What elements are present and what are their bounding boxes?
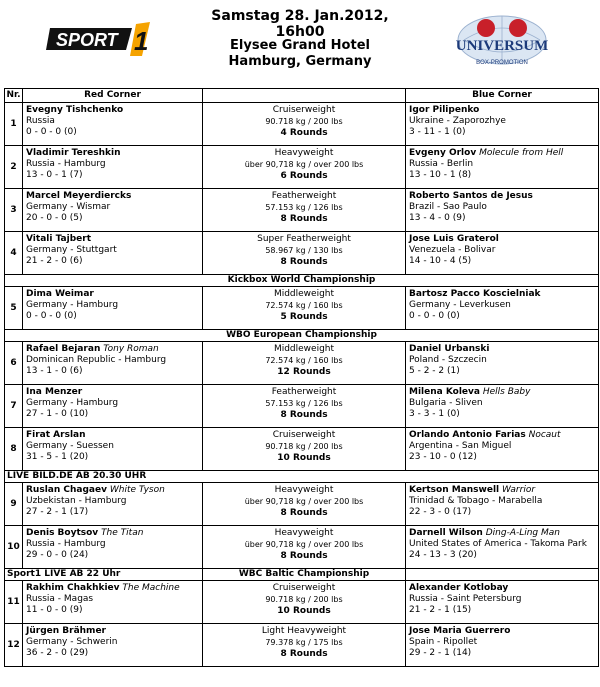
blue-fighter-record: 3 - 11 - 1 (0) [409, 127, 466, 137]
blue-fighter-name: Igor Pilipenko [409, 105, 480, 115]
weight-class-cell [203, 624, 406, 667]
bout-number: 1 [5, 103, 23, 146]
blue-corner-cell [406, 103, 599, 146]
red-fighter-record: 0 - 0 - 0 (0) [26, 311, 77, 321]
section-title: WBC Baltic Championship [203, 569, 406, 581]
blue-corner-cell [406, 146, 599, 189]
red-fighter-nickname: The Machine [122, 583, 180, 593]
red-corner-cell [23, 232, 203, 275]
section-row [5, 330, 599, 342]
col-nr: Nr. [5, 89, 23, 103]
section-row [5, 471, 599, 483]
red-fighter-record: 13 - 1 - 0 (6) [26, 366, 83, 376]
red-fighter-name: Ruslan Chagaev [26, 485, 107, 495]
weight-class: Heavyweight [274, 148, 334, 158]
sport1-logo [46, 22, 158, 58]
table-row [5, 526, 599, 569]
blue-fighter-name: Darnell Wilson [409, 528, 483, 538]
blue-fighter-name: Kertson Manswell [409, 485, 500, 495]
col-blue-corner: Blue Corner [406, 89, 599, 103]
weight-limit: 72.574 kg / 160 lbs [265, 301, 343, 310]
rounds: 5 Rounds [280, 312, 328, 322]
red-fighter-nickname: White Tyson [109, 485, 165, 495]
blue-fighter-name: Jose Luis Graterol [409, 234, 499, 244]
bout-number: 2 [5, 146, 23, 189]
red-fighter-name: Vitali Tajbert [26, 234, 91, 244]
blue-fighter-origin: Poland - Szczecin [409, 355, 487, 365]
section-title: Kickbox World Championship [5, 275, 599, 287]
blue-fighter-record: 22 - 3 - 0 (17) [409, 507, 472, 517]
weight-class: Middleweight [273, 344, 335, 354]
table-row [5, 342, 599, 385]
blue-fighter-record: 14 - 10 - 4 (5) [409, 256, 472, 266]
red-corner-cell [23, 483, 203, 526]
weight-class-cell [203, 385, 406, 428]
blue-fighter-nickname: Nocaut [528, 430, 561, 440]
weight-class: Cruiserweight [272, 583, 336, 593]
bout-number: 9 [5, 483, 23, 526]
blue-fighter-origin: Argentina - San Miguel [409, 441, 512, 451]
right-glove-icon [509, 19, 527, 37]
blue-fighter-record: 13 - 4 - 0 (9) [409, 213, 466, 223]
blue-fighter-record: 21 - 2 - 1 (15) [409, 605, 472, 615]
red-fighter-name: Marcel Meyerdiercks [26, 191, 132, 201]
red-corner-cell [23, 581, 203, 624]
rounds: 12 Rounds [277, 367, 331, 377]
weight-class-cell [203, 526, 406, 569]
blue-fighter-name: Bartosz Pacco Koscielniak [409, 289, 541, 299]
red-corner-cell [23, 385, 203, 428]
rounds: 10 Rounds [277, 453, 331, 463]
blue-fighter-nickname: Warrior [502, 485, 536, 495]
venue-city: Hamburg, Germany [228, 54, 372, 69]
bout-number: 12 [5, 624, 23, 667]
weight-class: Cruiserweight [272, 430, 336, 440]
weight-class: Middleweight [273, 289, 335, 299]
section-blank [406, 569, 599, 581]
red-fighter-origin: Germany - Hamburg [26, 398, 119, 408]
table-row [5, 581, 599, 624]
blue-fighter-origin: Spain - Ripollet [409, 637, 478, 647]
red-corner-cell [23, 146, 203, 189]
blue-fighter-name: Milena Koleva [409, 387, 480, 397]
blue-fighter-origin: Germany - Leverkusen [409, 300, 511, 310]
red-fighter-record: 29 - 0 - 0 (24) [26, 550, 89, 560]
table-header-row [5, 89, 599, 103]
bout-number: 3 [5, 189, 23, 232]
red-fighter-name: Dima Weimar [26, 289, 94, 299]
weight-class-cell [203, 232, 406, 275]
red-corner-cell [23, 342, 203, 385]
section-title: LIVE BILD.DE AB 20.30 UHR [5, 471, 599, 483]
blue-fighter-origin: United States of America - Takoma Park [409, 539, 587, 549]
weight-limit: 57.153 kg / 126 lbs [265, 399, 343, 408]
rounds: 6 Rounds [280, 171, 328, 181]
weight-limit: 90.718 kg / 200 lbs [265, 117, 343, 126]
weight-limit: 79.378 kg / 175 lbs [265, 638, 343, 647]
weight-class-cell [203, 581, 406, 624]
blue-corner-cell [406, 483, 599, 526]
red-fighter-origin: Germany - Hamburg [26, 300, 119, 310]
section-row [5, 569, 599, 581]
blue-fighter-name: Roberto Santos de Jesus [409, 191, 533, 201]
blue-fighter-name: Evgeny Orlov [409, 148, 477, 158]
weight-limit: 57.153 kg / 126 lbs [265, 203, 343, 212]
bout-number: 7 [5, 385, 23, 428]
weight-class-cell [203, 189, 406, 232]
weight-class-cell [203, 483, 406, 526]
universum-logo-text: UNIVERSUM [455, 38, 549, 54]
weight-class-cell [203, 428, 406, 471]
table-row [5, 103, 599, 146]
blue-corner-cell [406, 189, 599, 232]
bout-number: 11 [5, 581, 23, 624]
sport1-logo-text: SPORT [56, 30, 118, 50]
blue-fighter-record: 3 - 3 - 1 (0) [409, 409, 460, 419]
blue-fighter-origin: Bulgaria - Sliven [409, 398, 483, 408]
rounds: 8 Rounds [280, 508, 328, 518]
red-fighter-origin: Russia [26, 116, 55, 126]
blue-fighter-origin: Russia - Berlin [409, 159, 474, 169]
bout-number: 6 [5, 342, 23, 385]
table-row [5, 385, 599, 428]
rounds: 8 Rounds [280, 257, 328, 267]
red-fighter-record: 27 - 2 - 1 (17) [26, 507, 89, 517]
blue-fighter-name: Orlando Antonio Farias [409, 430, 526, 440]
blue-fighter-origin: Brazil - Sao Paulo [409, 202, 487, 212]
blue-fighter-origin: Russia - Saint Petersburg [409, 594, 522, 604]
blue-corner-cell [406, 581, 599, 624]
red-fighter-name: Denis Boytsov [26, 528, 99, 538]
blue-corner-cell [406, 526, 599, 569]
red-fighter-record: 13 - 0 - 1 (7) [26, 170, 83, 180]
blue-corner-cell [406, 342, 599, 385]
red-corner-cell [23, 189, 203, 232]
red-fighter-name: Rakhim Chakhkiev [26, 583, 120, 593]
rounds: 8 Rounds [280, 214, 328, 224]
red-corner-cell [23, 287, 203, 330]
table-row [5, 287, 599, 330]
red-fighter-nickname: Tony Roman [103, 344, 159, 354]
blue-fighter-record: 23 - 10 - 0 (12) [409, 452, 477, 462]
weight-limit: über 90,718 kg / over 200 lbs [244, 540, 364, 549]
red-corner-cell [23, 103, 203, 146]
blue-fighter-record: 5 - 2 - 2 (1) [409, 366, 460, 376]
weight-limit: über 90,718 kg / over 200 lbs [244, 497, 364, 506]
table-row [5, 428, 599, 471]
event-date: Samstag 28. Jan.2012, 16h00 [211, 8, 389, 40]
rounds: 4 Rounds [280, 128, 328, 138]
red-fighter-origin: Germany - Wismar [26, 202, 111, 212]
blue-fighter-origin: Venezuela - Bolivar [409, 245, 496, 255]
universum-logo-sub: BOX-PROMOTION [476, 60, 528, 66]
blue-fighter-name: Daniel Urbanski [409, 344, 490, 354]
bout-number: 10 [5, 526, 23, 569]
rounds: 8 Rounds [280, 410, 328, 420]
blue-fighter-record: 29 - 2 - 1 (14) [409, 648, 472, 658]
weight-class: Super Featherweight [257, 234, 351, 244]
sport1-logo-digit: 1 [134, 26, 149, 56]
red-corner-cell [23, 624, 203, 667]
red-fighter-record: 31 - 5 - 1 (20) [26, 452, 89, 462]
left-glove-icon [477, 19, 495, 37]
section-title: Sport1 LIVE AB 22 Uhr [5, 569, 203, 581]
red-fighter-origin: Germany - Stuttgart [26, 245, 117, 255]
blue-fighter-origin: Trinidad & Tobago - Marabella [409, 496, 543, 506]
venue-name: Elysee Grand Hotel [230, 38, 370, 53]
blue-fighter-name: Alexander Kotlobay [409, 583, 509, 593]
weight-limit: 90.718 kg / 200 lbs [265, 595, 343, 604]
table-row [5, 483, 599, 526]
event-venue [190, 38, 410, 70]
red-fighter-origin: Germany - Suessen [26, 441, 114, 451]
weight-class-cell [203, 342, 406, 385]
blue-fighter-record: 13 - 10 - 1 (8) [409, 170, 472, 180]
blue-fighter-nickname: Ding-A-Ling Man [485, 528, 560, 538]
blue-corner-cell [406, 287, 599, 330]
red-fighter-name: Rafael Bejaran [26, 344, 101, 354]
blue-fighter-name: Jose Maria Guerrero [409, 626, 511, 636]
red-fighter-origin: Dominican Republic - Hamburg [26, 355, 167, 365]
fight-card-table [4, 88, 599, 667]
weight-class-cell [203, 103, 406, 146]
red-fighter-name: Vladimir Tereshkin [26, 148, 121, 158]
red-fighter-record: 21 - 2 - 0 (6) [26, 256, 83, 266]
red-fighter-record: 36 - 2 - 0 (29) [26, 648, 89, 658]
red-fighter-origin: Russia - Hamburg [26, 539, 106, 549]
blue-corner-cell [406, 385, 599, 428]
section-title: WBO European Championship [5, 330, 599, 342]
red-fighter-origin: Germany - Schwerin [26, 637, 118, 647]
red-fighter-record: 20 - 0 - 0 (5) [26, 213, 83, 223]
red-corner-cell [23, 526, 203, 569]
weight-class: Featherweight [271, 191, 337, 201]
blue-fighter-record: 24 - 13 - 3 (20) [409, 550, 477, 560]
red-fighter-record: 27 - 1 - 0 (10) [26, 409, 89, 419]
blue-fighter-nickname: Hells Baby [482, 387, 531, 397]
rounds: 8 Rounds [280, 649, 328, 659]
section-row [5, 275, 599, 287]
weight-limit: 90.718 kg / 200 lbs [265, 442, 343, 451]
red-fighter-name: Ina Menzer [26, 387, 83, 397]
weight-limit: 72.574 kg / 160 lbs [265, 356, 343, 365]
bout-number: 8 [5, 428, 23, 471]
red-fighter-origin: Uzbekistan - Hamburg [26, 496, 127, 506]
table-row [5, 624, 599, 667]
table-row [5, 232, 599, 275]
weight-class: Light Heavyweight [261, 626, 347, 636]
weight-limit: 58.967 kg / 130 lbs [265, 246, 343, 255]
weight-class: Heavyweight [274, 528, 334, 538]
weight-class: Featherweight [271, 387, 337, 397]
red-fighter-name: Evegny Tishchenko [26, 105, 124, 115]
red-fighter-name: Firat Arslan [26, 430, 86, 440]
weight-class: Heavyweight [274, 485, 334, 495]
weight-class-cell [203, 146, 406, 189]
red-corner-cell [23, 428, 203, 471]
bout-number: 4 [5, 232, 23, 275]
blue-corner-cell [406, 428, 599, 471]
blue-corner-cell [406, 232, 599, 275]
rounds: 10 Rounds [277, 606, 331, 616]
red-fighter-record: 0 - 0 - 0 (0) [26, 127, 77, 137]
red-fighter-nickname: The Titan [101, 528, 144, 538]
table-row [5, 189, 599, 232]
red-fighter-origin: Russia - Hamburg [26, 159, 106, 169]
blue-corner-cell [406, 624, 599, 667]
rounds: 8 Rounds [280, 551, 328, 561]
blue-fighter-origin: Ukraine - Zaporozhye [409, 116, 506, 126]
blue-fighter-record: 0 - 0 - 0 (0) [409, 311, 460, 321]
blue-fighter-nickname: Molecule from Hell [479, 148, 564, 158]
col-red-corner: Red Corner [23, 89, 203, 103]
red-fighter-name: Jürgen Brähmer [26, 626, 106, 636]
header [0, 0, 600, 86]
table-row [5, 146, 599, 189]
weight-limit: über 90,718 kg / over 200 lbs [244, 160, 364, 169]
universum-logo [444, 12, 560, 74]
red-fighter-record: 11 - 0 - 0 (9) [26, 605, 83, 615]
col-middle [203, 89, 406, 103]
red-fighter-origin: Russia - Magas [26, 594, 94, 604]
weight-class-cell [203, 287, 406, 330]
bout-number: 5 [5, 287, 23, 330]
weight-class: Cruiserweight [272, 105, 336, 115]
